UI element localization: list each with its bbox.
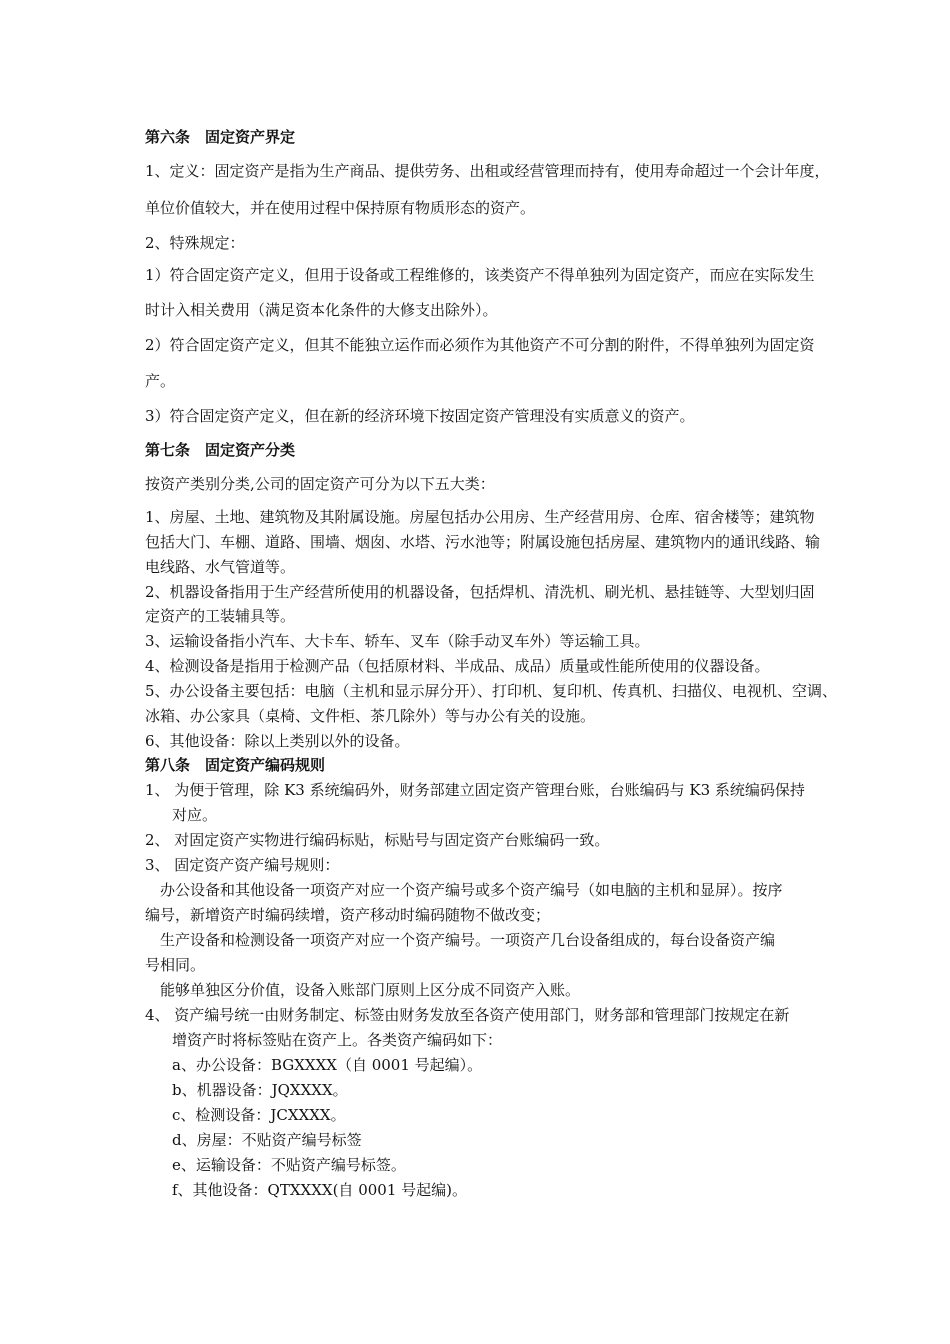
rule-3-para-2-line-2: 号相同。 [145, 956, 206, 974]
rule-3-para-1-line-1: 办公设备和其他设备一项资产对应一个资产编号或多个资产编号（如电脑的主机和显屏）。按序 [160, 881, 783, 899]
class-5-line-2: 冰箱、办公家具（桌椅、文件柜、茶几除外）等与办公有关的设施。 [145, 707, 596, 725]
code-buildings: d、房屋：不贴资产编号标签 [172, 1131, 362, 1149]
article-8-heading: 第八条 固定资产编码规则 [145, 756, 326, 774]
class-1-line-3: 电线路、水气管道等。 [145, 558, 296, 576]
special-rules-label: 2、特殊规定： [145, 234, 245, 252]
special-rule-3: 3）符合固定资产定义，但在新的经济环境下按固定资产管理没有实质意义的资产。 [145, 407, 695, 425]
code-other-equipment: f、其他设备：QTXXXX(自 0001 号起编)。 [172, 1181, 467, 1199]
code-office-equipment: a、办公设备：BGXXXX（自 0001 号起编）。 [172, 1056, 483, 1074]
rule-4-line-1: 4、 资产编号统一由财务制定、标签由财务发放至各资产使用部门，财务部和管理部门按规定在新 [145, 1006, 790, 1024]
article-6-heading: 第六条 固定资产界定 [145, 128, 296, 146]
special-rule-2-line-2: 产。 [145, 372, 176, 390]
class-6: 6、其他设备：除以上类别以外的设备。 [145, 732, 410, 750]
special-rule-1-line-2: 时计入相关费用（满足资本化条件的大修支出除外）。 [145, 301, 498, 319]
class-1-line-1: 1、房屋、土地、建筑物及其附属设施。房屋包括办公用房、生产经营用房、仓库、宿舍楼等；建筑物 [145, 508, 815, 526]
class-2-line-2: 定资产的工装辅具等。 [145, 607, 296, 625]
class-4: 4、检测设备是指用于检测产品（包括原材料、半成品、成品）质量或性能所使用的仪器设备。 [145, 657, 770, 675]
rule-1-line-2: 对应。 [172, 806, 218, 824]
classification-intro: 按资产类别分类,公司的固定资产可分为以下五大类： [145, 475, 495, 493]
rule-4-line-2: 增资产时将标签贴在资产上。各类资产编码如下： [172, 1031, 503, 1049]
rule-3-para-2-line-1: 生产设备和检测设备一项资产对应一个资产编号。一项资产几台设备组成的，每台设备资产编 [160, 931, 776, 949]
article-7-heading: 第七条 固定资产分类 [145, 441, 296, 459]
code-machinery: b、机器设备：JQXXXX。 [172, 1081, 348, 1099]
class-3: 3、运输设备指小汽车、大卡车、轿车、叉车（除手动叉车外）等运输工具。 [145, 632, 650, 650]
rule-3-para-3: 能够单独区分价值，设备入账部门原则上区分成不同资产入账。 [160, 981, 581, 999]
rule-1-line-1: 1、 为便于管理，除 K3 系统编码外，财务部建立固定资产管理台账，台账编码与 K3 系统编码保持 [145, 781, 805, 799]
rule-3: 3、 固定资产资产编号规则： [145, 856, 340, 874]
class-5-line-1: 5、办公设备主要包括：电脑（主机和显示屏分开）、打印机、复印机、传真机、扫描仪、电视机、空调、 [145, 682, 838, 700]
special-rule-2-line-1: 2）符合固定资产定义，但其不能独立运作而必须作为其他资产不可分割的附件，不得单独列为固定资 [145, 336, 815, 354]
special-rule-1-line-1: 1）符合固定资产定义，但用于设备或工程维修的，该类资产不得单独列为固定资产，而应在实际发生 [145, 266, 815, 284]
rule-3-para-1-line-2: 编号，新增资产时编码续增，资产移动时编码随物不做改变； [145, 906, 551, 924]
code-inspection-equipment: c、检测设备：JCXXXX。 [172, 1106, 346, 1124]
code-transport-equipment: e、运输设备：不贴资产编号标签。 [172, 1156, 406, 1174]
definition-line-2: 单位价值较大，并在使用过程中保持原有物质形态的资产。 [145, 199, 536, 217]
class-1-line-2: 包括大门、车棚、道路、围墙、烟囱、水塔、污水池等；附属设施包括房屋、建筑物内的通讯线路、输 [145, 533, 821, 551]
definition-line-1: 1、定义：固定资产是指为生产商品、提供劳务、出租或经营管理而持有，使用寿命超过一个会计年度， [145, 162, 830, 180]
class-2-line-1: 2、机器设备指用于生产经营所使用的机器设备，包括焊机、清洗机、刷光机、悬挂链等、大型划归固 [145, 583, 815, 601]
rule-2: 2、 对固定资产实物进行编码标贴，标贴号与固定资产台账编码一致。 [145, 831, 610, 849]
